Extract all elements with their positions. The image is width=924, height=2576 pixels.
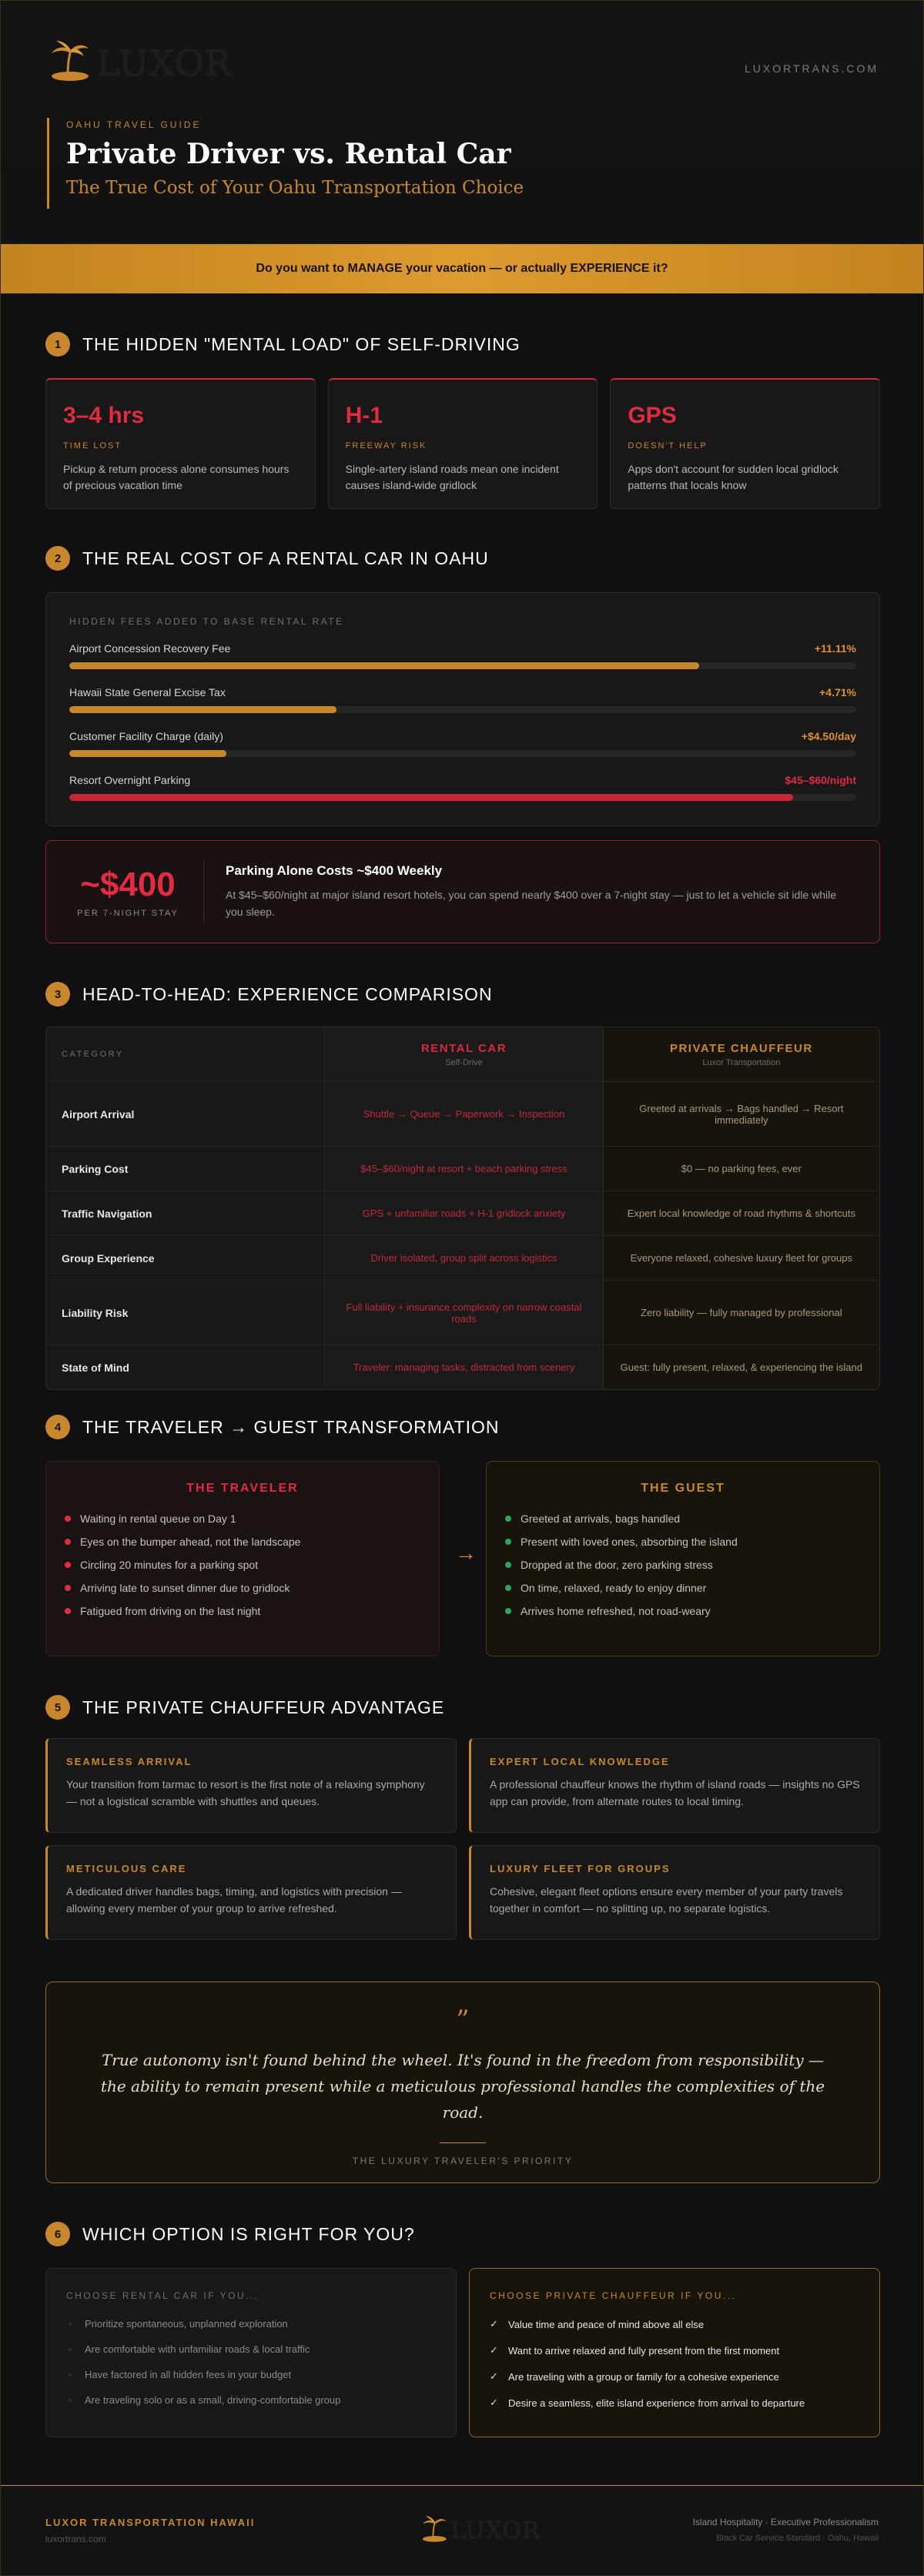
check-icon: ✓ — [490, 2318, 498, 2330]
fee-bar-fill — [69, 750, 226, 757]
fee-row — [69, 730, 856, 757]
cost-text: At $45–$60/night at major island resort hotels, you can spend nearly $400 over a 7-night stay — just to let a vehicle sit idle while you sleep. — [226, 888, 837, 918]
fee-row — [69, 774, 856, 801]
red-dot-icon — [65, 1516, 71, 1522]
table-header-row — [46, 1027, 879, 1081]
footer-tagline-1: Island Hospitality · Executive Professionalism — [692, 2517, 879, 2527]
green-dot-icon — [505, 1562, 511, 1568]
fee-bar — [69, 706, 856, 713]
check-icon: ✓ — [490, 2370, 498, 2382]
list-item — [65, 1582, 420, 1594]
stat-description: Apps don't account for sudden local gridlock patterns that locals know — [628, 463, 839, 491]
row-category: Traffic Navigation — [46, 1191, 324, 1235]
quote-mark-icon: ” — [456, 2005, 470, 2035]
row-rental: GPS + unfamiliar roads + H-1 gridlock anxiety — [324, 1191, 602, 1235]
footer-brand: LUXOR TRANSPORTATION HAWAII — [45, 2517, 256, 2528]
list-item — [505, 1559, 861, 1571]
row-rental: Driver isolated, group split across logistics — [324, 1236, 602, 1280]
table-row — [46, 1191, 879, 1235]
advantage-card — [469, 1738, 880, 1833]
header-rental-title: RENTAL CAR — [420, 1041, 507, 1055]
circle-bullet-icon: ◦ — [68, 2318, 72, 2330]
section-title: THE HIDDEN "MENTAL LOAD" OF SELF-DRIVING — [82, 333, 521, 354]
stat-description: Pickup & return process alone consumes hours of precious vacation time — [63, 463, 290, 491]
stat-value: GPS — [628, 403, 677, 428]
section-number: 3 — [45, 982, 70, 1007]
footer-wordmark: LUXOR — [450, 2517, 541, 2544]
header-rental-sub: Self-Drive — [445, 1057, 483, 1067]
fee-bar-fill — [69, 662, 699, 669]
fee-name: Resort Overnight Parking — [69, 774, 191, 786]
row-private: Zero liability — fully managed by professional — [603, 1281, 879, 1345]
header-private-title: PRIVATE CHAUFFEUR — [669, 1041, 813, 1055]
table-row — [46, 1146, 879, 1191]
footer-url-link[interactable]: luxortrans.com — [45, 2534, 106, 2544]
list-item-text: On time, relaxed, ready to enjoy dinner — [521, 1582, 707, 1594]
green-dot-icon — [505, 1539, 511, 1545]
palm-island-icon — [47, 38, 90, 84]
divider — [203, 861, 204, 923]
list-item-text: Are traveling solo or as a small, driving-comfortable group — [85, 2394, 341, 2406]
cost-amount: ~$400 — [80, 866, 176, 903]
list-item-text: Are comfortable with unfamiliar roads & local traffic — [85, 2343, 310, 2355]
private-choice-list — [490, 2318, 859, 2409]
eyebrow: OAHU TRAVEL GUIDE — [66, 119, 202, 130]
hidden-fees-card — [45, 592, 880, 826]
fee-value: $45–$60/night — [785, 774, 856, 786]
row-rental: $45–$60/night at resort + beach parking stress — [324, 1147, 602, 1191]
row-rental: Traveler: managing tasks, distracted from scenery — [324, 1345, 602, 1389]
list-item — [490, 2397, 859, 2409]
traveler-list — [65, 1512, 420, 1617]
stat-cards — [45, 378, 880, 509]
stat-label: FREEWAY RISK — [345, 441, 427, 451]
list-item — [505, 1512, 861, 1525]
rental-choice-list — [66, 2318, 436, 2406]
arrow-right-icon: → — [455, 1541, 477, 1565]
advantage-text: A dedicated driver handles bags, timing, and logistics with precision — allowing every member of your group to arrive refreshed. — [66, 1885, 402, 1914]
quote-text: True autonomy isn't found behind the wheel. It's found in the freedom from responsibility — the ability to remain present while a meticulous professional handles the complexities of the road. — [100, 2051, 825, 2122]
fee-bar-fill — [69, 794, 793, 801]
row-private: Greeted at arrivals → Bags handled → Resort immediately — [603, 1082, 879, 1146]
header-category: CATEGORY — [46, 1027, 324, 1081]
row-rental: Full liability + insurance complexity on narrow coastal roads — [324, 1281, 602, 1345]
stat-card — [45, 378, 316, 509]
fee-bar-fill — [69, 706, 336, 713]
list-item — [65, 1605, 420, 1617]
section-3-heading — [45, 982, 493, 1007]
section-1-heading — [45, 332, 521, 357]
stat-value: H-1 — [345, 403, 383, 428]
section-number: 1 — [45, 332, 70, 357]
row-category: State of Mind — [46, 1345, 324, 1389]
list-item — [490, 2370, 859, 2383]
private-choice-panel — [469, 2268, 880, 2437]
logo[interactable] — [47, 38, 232, 84]
list-item — [66, 2343, 436, 2355]
title-block — [47, 118, 524, 209]
list-item-text: Value time and peace of mind above all else — [508, 2318, 705, 2330]
list-item-text: Arrives home refreshed, not road-weary — [521, 1605, 711, 1617]
section-2-heading — [45, 546, 489, 571]
list-item-text: Prioritize spontaneous, unplanned exploration — [85, 2318, 288, 2330]
stat-description: Single-artery island roads mean one incident causes island-wide gridlock — [345, 463, 559, 491]
page-subtitle: The True Cost of Your Oahu Transportation Choice — [66, 178, 524, 198]
logo-wordmark: LUXOR — [96, 42, 233, 84]
cost-period: PER 7-NIGHT STAY — [77, 909, 179, 918]
list-item — [490, 2318, 859, 2330]
section-number: 6 — [45, 2222, 70, 2246]
section-title: WHICH OPTION IS RIGHT FOR YOU? — [82, 2223, 415, 2244]
traveler-title: THE TRAVELER — [186, 1482, 299, 1495]
fee-value: +$4.50/day — [801, 730, 856, 742]
section-5-heading — [45, 1695, 444, 1720]
fee-row — [69, 642, 856, 669]
list-item — [505, 1536, 861, 1548]
list-item — [490, 2344, 859, 2357]
cost-heading: Parking Alone Costs ~$400 Weekly — [226, 863, 443, 878]
green-dot-icon — [505, 1608, 511, 1614]
row-private: Everyone relaxed, cohesive luxury fleet for groups — [603, 1236, 879, 1280]
fees-title: HIDDEN FEES ADDED TO BASE RENTAL RATE — [69, 616, 344, 627]
list-item — [65, 1559, 420, 1571]
circle-bullet-icon: ◦ — [68, 2394, 72, 2406]
list-item — [505, 1605, 861, 1617]
stat-card — [328, 378, 598, 509]
list-item-text: Circling 20 minutes for a parking spot — [80, 1559, 259, 1571]
section-title: THE REAL COST OF A RENTAL CAR IN OAHU — [82, 548, 489, 568]
footer-logo[interactable] — [420, 2514, 541, 2544]
table-row — [46, 1081, 879, 1146]
divider — [440, 2142, 486, 2143]
red-dot-icon — [65, 1539, 71, 1545]
row-category: Group Experience — [46, 1236, 324, 1280]
transformation-panels — [45, 1461, 880, 1656]
advantage-card — [45, 1845, 457, 1940]
private-choice-title: CHOOSE PRIVATE CHAUFFEUR IF YOU... — [490, 2290, 737, 2301]
footer-tagline — [693, 2517, 879, 2543]
list-item-text: Are traveling with a group or family for a cohesive experience — [508, 2370, 779, 2383]
list-item — [66, 2394, 436, 2406]
fee-value: +11.11% — [814, 642, 856, 655]
guest-list — [505, 1512, 861, 1617]
section-6-heading — [45, 2222, 415, 2246]
fee-row — [69, 686, 856, 713]
row-private: Expert local knowledge of road rhythms & shortcuts — [603, 1191, 879, 1235]
table-row — [46, 1235, 879, 1280]
row-category: Liability Risk — [46, 1281, 324, 1345]
advantage-text: Your transition from tarmac to resort is the first note of a relaxing symphony — not a logistical scramble with shuttles and queues. — [66, 1778, 425, 1807]
header-private-sub: Luxor Transportation — [702, 1057, 781, 1067]
question-banner: Do you want to MANAGE your vacation — or actually EXPERIENCE it? — [1, 244, 923, 293]
rental-choice-panel — [45, 2268, 457, 2437]
fee-bar — [69, 662, 856, 669]
list-item-text: Waiting in rental queue on Day 1 — [80, 1512, 236, 1525]
fee-name: Customer Facility Charge (daily) — [69, 730, 223, 742]
circle-bullet-icon: ◦ — [68, 2343, 72, 2355]
stat-card — [610, 378, 880, 509]
list-item-text: Greeted at arrivals, bags handled — [521, 1512, 681, 1525]
rental-choice-title: CHOOSE RENTAL CAR IF YOU... — [66, 2290, 259, 2301]
list-item-text: Want to arrive relaxed and fully present from the first moment — [508, 2344, 780, 2357]
section-number: 5 — [45, 1695, 70, 1720]
advantage-title: EXPERT LOCAL KNOWLEDGE — [490, 1756, 670, 1767]
list-item-text: Have factored in all hidden fees in your budget — [85, 2369, 292, 2380]
section-title: THE TRAVELER → GUEST TRANSFORMATION — [82, 1416, 500, 1437]
stat-label: DOESN'T HELP — [628, 441, 708, 451]
list-item-text: Dropped at the door, zero parking stress — [521, 1559, 713, 1571]
header — [1, 1, 923, 244]
guest-title: THE GUEST — [641, 1482, 725, 1495]
list-item-text: Arriving late to sunset dinner due to gridlock — [80, 1582, 290, 1594]
advantages-grid — [45, 1738, 880, 1940]
table-row — [46, 1280, 879, 1345]
list-item-text: Desire a seamless, elite island experience from arrival to departure — [508, 2397, 805, 2409]
row-private: $0 — no parking fees, ever — [603, 1147, 879, 1191]
list-item-text: Fatigued from driving on the last night — [80, 1605, 261, 1617]
advantage-title: METICULOUS CARE — [66, 1863, 187, 1874]
stat-label: TIME LOST — [63, 441, 122, 451]
circle-bullet-icon: ◦ — [68, 2369, 72, 2380]
footer — [1, 2485, 923, 2576]
fee-name: Hawaii State General Excise Tax — [69, 686, 226, 698]
green-dot-icon — [505, 1516, 511, 1522]
stat-value: 3–4 hrs — [63, 403, 145, 428]
list-item — [65, 1536, 420, 1548]
green-dot-icon — [505, 1585, 511, 1591]
fee-bar — [69, 794, 856, 801]
list-item-text: Present with loved ones, absorbing the island — [521, 1536, 738, 1548]
section-number: 2 — [45, 546, 70, 571]
list-item — [505, 1582, 861, 1594]
section-title: THE PRIVATE CHAUFFEUR ADVANTAGE — [82, 1697, 445, 1717]
list-item — [66, 2318, 436, 2330]
traveler-panel — [45, 1461, 440, 1656]
section-4-heading — [45, 1415, 500, 1439]
check-icon: ✓ — [490, 2344, 498, 2356]
advantage-title: LUXURY FLEET FOR GROUPS — [490, 1863, 671, 1874]
comparison-table — [45, 1027, 880, 1390]
list-item — [66, 2369, 436, 2380]
fee-bar — [69, 750, 856, 757]
check-icon: ✓ — [490, 2397, 498, 2408]
row-category: Parking Cost — [46, 1147, 324, 1191]
row-rental: Shuttle → Queue → Paperwork → Inspection — [324, 1082, 602, 1146]
guest-panel — [486, 1461, 880, 1656]
fee-name: Airport Concession Recovery Fee — [69, 642, 231, 655]
advantage-title: SEAMLESS ARRIVAL — [66, 1756, 192, 1767]
quote-block — [45, 1981, 880, 2183]
advantage-text: A professional chauffeur knows the rhythm of island roads — insights no GPS app can provide, from alternate routes to local timing. — [490, 1778, 860, 1807]
red-dot-icon — [65, 1608, 71, 1614]
row-category: Airport Arrival — [46, 1082, 324, 1146]
fee-list — [69, 642, 856, 801]
quote-source: THE LUXURY TRAVELER'S PRIORITY — [352, 2156, 574, 2166]
parking-cost-callout — [45, 840, 880, 943]
advantage-card — [469, 1845, 880, 1940]
list-item — [65, 1512, 420, 1525]
advantage-card — [45, 1738, 457, 1833]
list-item-text: Eyes on the bumper ahead, not the landscape — [80, 1536, 301, 1548]
section-number: 4 — [45, 1415, 70, 1439]
palm-island-icon — [420, 2514, 447, 2544]
red-dot-icon — [65, 1562, 71, 1568]
red-dot-icon — [65, 1585, 71, 1591]
advantage-text: Cohesive, elegant fleet options ensure every member of your party travels together in comfort — no splitting up, no separate logistics. — [490, 1885, 843, 1914]
fee-value: +4.71% — [819, 686, 856, 698]
header-private — [603, 1027, 879, 1081]
choice-panels — [45, 2268, 880, 2437]
header-rental — [324, 1027, 602, 1081]
site-url-link[interactable]: LUXORTRANS.COM — [745, 62, 879, 75]
table-row — [46, 1345, 879, 1389]
page-title: Private Driver vs. Rental Car — [66, 138, 511, 170]
section-title: HEAD-TO-HEAD: EXPERIENCE COMPARISON — [82, 983, 493, 1004]
footer-tagline-2: Black Car Service Standard · Oahu, Hawaii — [716, 2534, 879, 2543]
row-private: Guest: fully present, relaxed, & experiencing the island — [603, 1345, 879, 1389]
